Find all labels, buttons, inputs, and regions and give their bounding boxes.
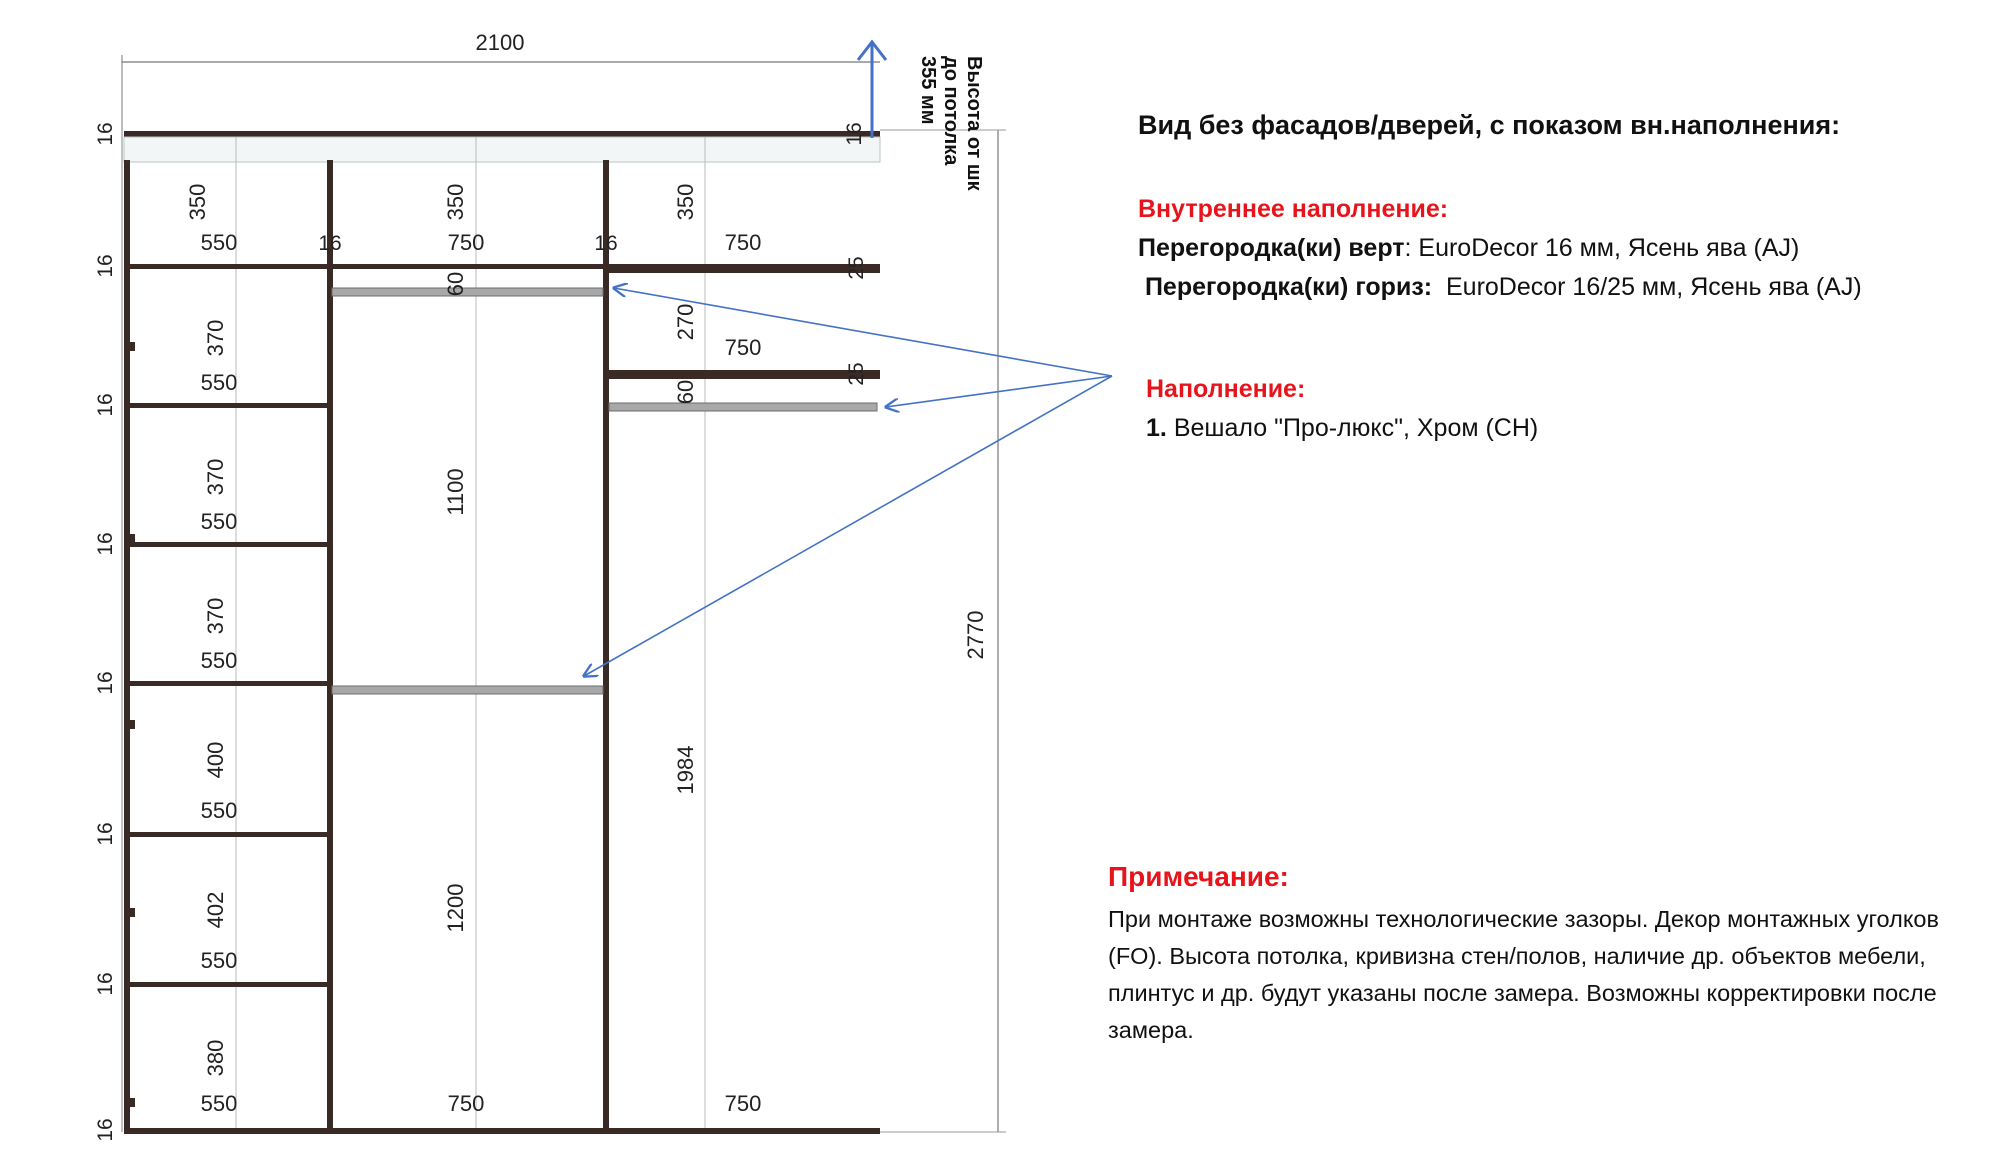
left-height-1: 350 <box>185 183 210 221</box>
fitting <box>128 720 135 729</box>
right-top-height: 350 <box>673 183 698 221</box>
left-shelf-6 <box>124 982 330 987</box>
middle-rod-gap: 60 <box>443 271 468 297</box>
partition-2-thickness: 16 <box>594 232 618 255</box>
left-height-7: 380 <box>203 1039 228 1077</box>
middle-top-height: 350 <box>443 183 468 221</box>
total-width-label: 2100 <box>475 30 525 55</box>
right-width-top: 750 <box>724 230 762 255</box>
vertical-partition-line <box>1138 229 1958 268</box>
thickness-label: 16 <box>94 532 117 556</box>
inner-fill-heading: Внутреннее наполнение: <box>1138 195 1449 223</box>
right-second-shelf-25 <box>606 370 880 379</box>
right-shelf-25-label-2: 25 <box>845 362 868 386</box>
middle-lower-height: 1200 <box>443 883 468 933</box>
right-shelf-25-label-1: 25 <box>845 256 868 280</box>
left-width-2: 550 <box>200 370 238 395</box>
right-rod <box>609 403 877 411</box>
middle-bottom-width: 750 <box>447 1091 485 1116</box>
pointer-to-right-rod <box>886 376 1112 407</box>
left-width-1: 550 <box>200 230 238 255</box>
thickness-label: 16 <box>94 671 117 695</box>
horizontal-partition-value: EuroDecor 16/25 мм, Ясень ява (AJ) <box>1445 273 1862 301</box>
ceiling-note-line3: 355 мм <box>917 56 939 125</box>
middle-upper-height: 1100 <box>443 468 468 516</box>
note-section <box>1108 858 1978 1049</box>
right-rod-gap: 60 <box>673 379 698 405</box>
top-board <box>124 131 880 137</box>
right-hang-height: 1984 <box>673 745 698 795</box>
thickness-label: 16 <box>94 822 117 846</box>
right-mid-height: 270 <box>673 303 698 341</box>
left-shelf-3 <box>124 542 330 547</box>
right-top-shelf-25 <box>606 264 880 273</box>
top-cornice <box>124 137 880 162</box>
note-text: При монтаже возможны технологические зазоры. Декор монтажных уголков (FO). Высота потолка, кривизна стен/полов, наличие др. объектов мебели, плинтус и др. будут указаны после замера. Возможны корректировки после замера. <box>1108 906 1939 1043</box>
left-shelf-4 <box>124 681 330 686</box>
fitting <box>128 534 135 543</box>
ceiling-note-line1: Высота от шк <box>963 56 985 191</box>
left-height-5: 400 <box>203 741 228 779</box>
horizontal-partition-line <box>1138 268 1958 307</box>
horizontal-partition-label: Перегородка(ки) гориз: <box>1144 273 1433 301</box>
total-height-label: 2770 <box>963 610 988 660</box>
left-height-4: 370 <box>203 597 228 635</box>
thickness-label: 16 <box>94 254 117 278</box>
inner-fill-section <box>1138 190 1958 307</box>
thickness-label: 16 <box>94 393 117 417</box>
partition-1-thickness: 16 <box>318 232 342 255</box>
filling-item <box>1146 409 1538 448</box>
left-width-4: 550 <box>200 648 238 673</box>
filling-item-number: 1. <box>1146 414 1167 442</box>
fitting <box>128 342 135 351</box>
left-height-6: 402 <box>203 891 228 929</box>
left-width-5: 550 <box>200 798 238 823</box>
pointer-to-lower-rod <box>584 376 1112 676</box>
right-bottom-width: 750 <box>724 1091 762 1116</box>
filling-heading: Наполнение: <box>1146 375 1306 403</box>
partition-2 <box>603 160 609 1132</box>
note-heading: Примечание: <box>1108 861 1289 892</box>
thickness-label: 16 <box>94 1118 117 1142</box>
left-height-3: 370 <box>203 458 228 496</box>
vertical-partition-label: Перегородка(ки) верт <box>1138 234 1405 262</box>
right-width-mid: 750 <box>724 335 762 360</box>
filling-item-text: Вешало "Про-люкс", Хром (CH) <box>1173 414 1539 442</box>
middle-width: 750 <box>447 230 485 255</box>
bottom-board <box>124 1128 880 1134</box>
fitting <box>128 1098 135 1107</box>
ceiling-note-line2: до потолка <box>940 56 962 166</box>
top-thickness: 16 <box>843 122 866 146</box>
filling-section <box>1146 370 1538 448</box>
left-width-3: 550 <box>200 509 238 534</box>
left-shelf-2 <box>124 403 330 408</box>
thickness-label: 16 <box>94 972 117 996</box>
left-width-7: 550 <box>200 1091 238 1116</box>
middle-rod-lower <box>332 686 603 694</box>
vertical-partition-value: : EuroDecor 16 мм, Ясень ява (AJ) <box>1404 234 1800 262</box>
left-width-6: 550 <box>200 948 238 973</box>
left-shelf-5 <box>124 832 330 837</box>
thickness-label: 16 <box>94 122 117 146</box>
left-height-2: 370 <box>203 319 228 357</box>
page-title: Вид без фасадов/дверей, с показом вн.наполнения: <box>1138 110 1841 140</box>
fitting <box>128 908 135 917</box>
